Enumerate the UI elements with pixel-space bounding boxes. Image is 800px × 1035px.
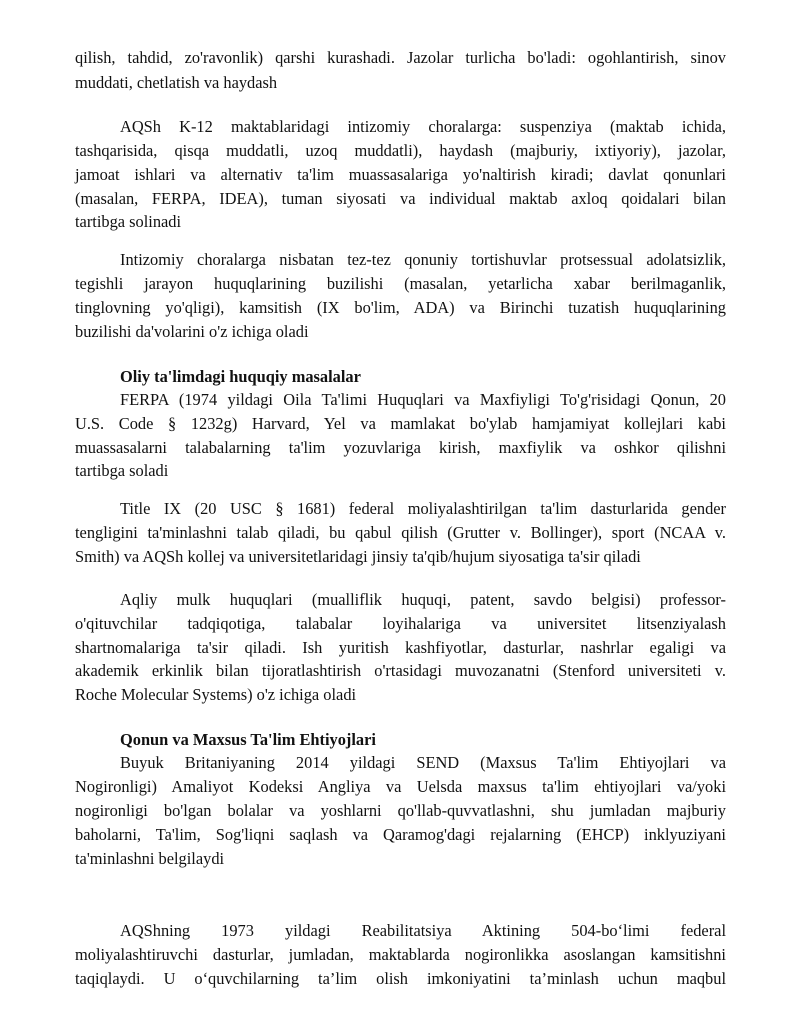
text-line: jamoat ishlari va alternativ ta'lim muassasalariga yo'naltirish kiradi; davlat qonunlari (75, 165, 726, 184)
text-line: muassasalarni talabalarning ta'lim yozuvlariga kirish, maxfiylik va oshkor qilishni (75, 438, 726, 457)
text-line: taqiqlaydi. U o‘quvchilarning ta’lim olish imkoniyatini ta’minlash uchun maqbul (75, 969, 726, 988)
text-line: Buyuk Britaniyaning 2014 yildagi SEND (Maxsus Ta'lim Ehtiyojlari va (120, 753, 726, 772)
text-line: o'qituvchilar tadqiqotiga, talabalar loyihalariga va universitet litsenziyalash (75, 614, 726, 633)
text-line: ta'minlashni belgilaydi (75, 849, 225, 868)
text-line: AQSh K-12 maktablaridagi intizomiy choralarga: suspenziya (maktab ichida, (120, 117, 726, 136)
text-line: tashqarisida, qisqa muddatli, uzoq muddatli), haydash (majburiy, ixtiyoriy), jazolar, (75, 141, 726, 160)
text-line: tengligini ta'minlashni talab qiladi, bu qabul qilish (Grutter v. Bollinger), sport (NCAA v. (75, 523, 726, 542)
text-line: Roche Molecular Systems) o'z ichiga oladi (75, 685, 357, 704)
text-line: baholarni, Ta'lim, Sog'liqni saqlash va Qaramog'dagi rejalarning (EHCP) inklyuziyani (75, 825, 726, 844)
text-line: Nogironligi) Amaliyot Kodeksi Angliya va Uelsda maxsus ta'lim ehtiyojlari va/yoki (75, 777, 726, 796)
text-line: qilish, tahdid, zo'ravonlik) qarshi kurashadi. Jazolar turlicha bo'ladi: ogohlantirish, sinov (75, 48, 726, 67)
text-line: Aqliy mulk huquqlari (mualliflik huquqi, patent, savdo belgisi) professor- (120, 590, 726, 609)
text-line: buzilishi da'volarini o'z ichiga oladi (75, 322, 309, 341)
text-line: AQShning 1973 yildagi Reabilitatsiya Aktining 504-bo‘limi federal (120, 921, 726, 940)
text-line: Title IX (20 USC § 1681) federal moliyalashtirilgan ta'lim dasturlarida gender (120, 499, 726, 518)
text-line: (masalan, FERPA, IDEA), tuman siyosati va individual maktab axloq qoidalari bilan (75, 189, 726, 208)
text-line: shartnomalariga ta'sir qiladi. Ish yuritish kashfiyotlar, dasturlar, nashrlar egaligi va (75, 638, 726, 657)
text-line: akademik erkinlik bilan tijoratlashtirish o'rtasidagi muvozanatni (Stenford universiteti v. (75, 661, 726, 680)
text-line: tartibga solinadi (75, 212, 182, 231)
text-line: tegishli jarayon huquqlarining buzilishi (masalan, yetarlicha xabar berilmaganlik, (75, 274, 726, 293)
text-line: tinglovning yo'qligi), kamsitish (IX bo'lim, ADA) va Birinchi tuzatish huquqlarining (75, 298, 726, 317)
text-line: Intizomiy choralarga nisbatan tez-tez qonuniy tortishuvlar protsessual adolatsizlik, (120, 250, 726, 269)
text-line: U.S. Code § 1232g) Harvard, Yel va mamlakat bo'ylab hamjamiyat kollejlari kabi (75, 414, 726, 433)
text-line: Smith) va AQSh kollej va universitetlaridagi jinsiy ta'qib/hujum siyosatiga ta'sir qiladi (75, 547, 641, 566)
section-heading-special-education: Qonun va Maxsus Ta'lim Ehtiyojlari (120, 730, 376, 749)
text-line: muddati, chetlatish va haydash (75, 73, 278, 92)
text-line: tartibga soladi (75, 461, 169, 480)
text-line: moliyalashtiruvchi dasturlar, jumladan, maktablarda nogironlikka asoslangan kamsitishni (75, 945, 726, 964)
text-line: nogironligi bo'lgan bolalar va yoshlarni qo'llab-quvvatlashni, shu jumladan majburiy (75, 801, 726, 820)
section-heading-higher-education: Oliy ta'limdagi huquqiy masalalar (120, 367, 361, 386)
text-line: FERPA (1974 yildagi Oila Ta'limi Huquqlari va Maxfiyligi To'g'risidagi Qonun, 20 (120, 390, 726, 409)
